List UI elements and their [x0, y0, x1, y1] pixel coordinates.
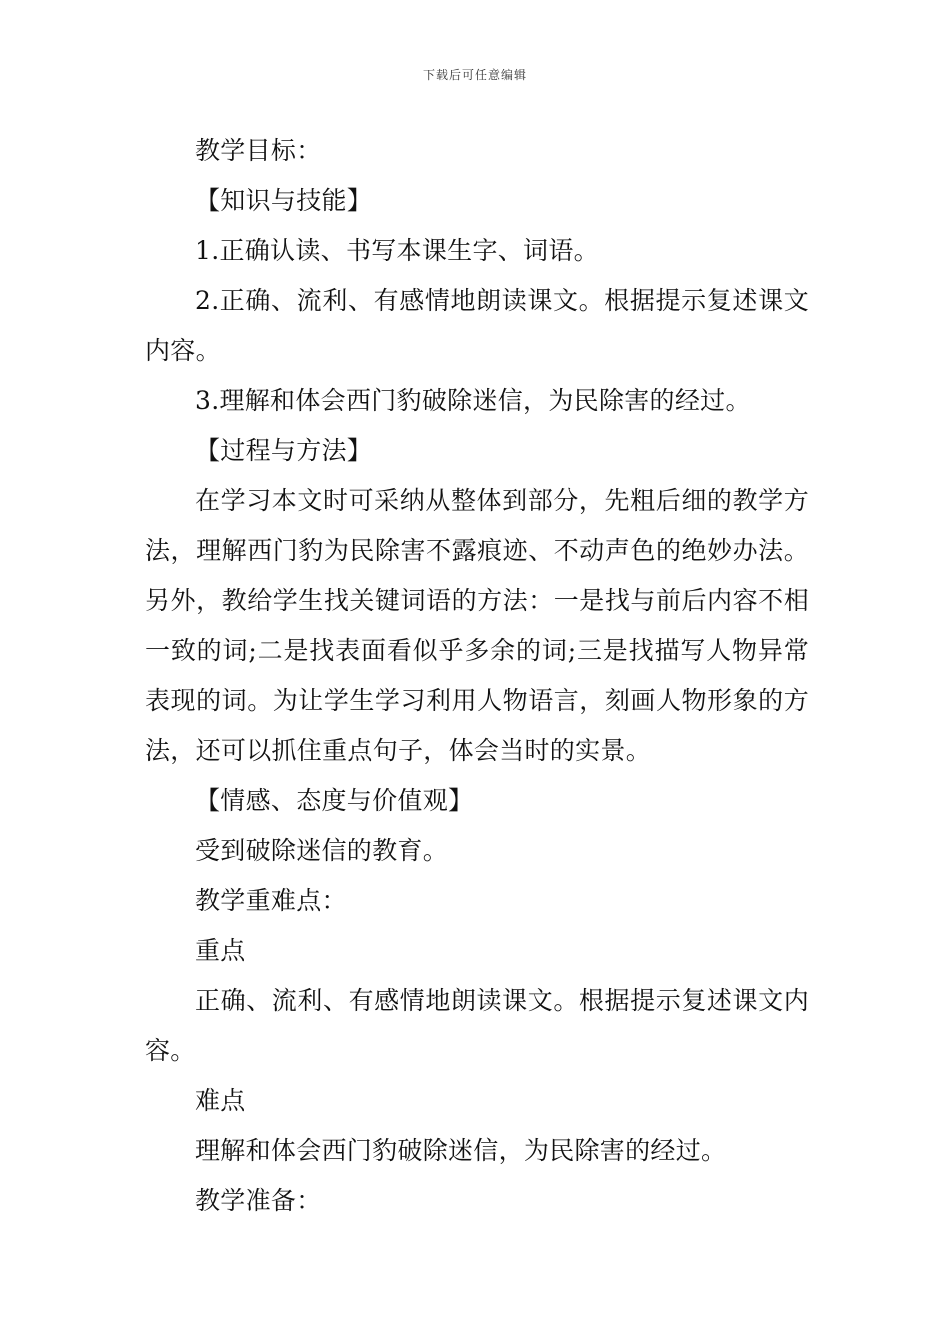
- objective-item-1: 1.正确认读、书写本课生字、词语。: [195, 236, 599, 265]
- document-body: [145, 126, 809, 1226]
- subsection-heading-key-point: 重点: [195, 936, 246, 965]
- objective-item-3: 3.理解和体会西门豹破除迷信，为民除害的经过。: [195, 386, 751, 415]
- subsection-heading-difficult-point: 难点: [195, 1086, 246, 1115]
- process-methods-paragraph: 在学习本文时可采纳从整体到部分，先粗后细的教学方法，理解西门豹为民除害不露痕迹、不动声色的绝妙办法。另外，教给学生找关键词语的方法：一是找与前后内容不相一致的词;二是找表面看似乎多余的词;三是找描写人物异常表现的词。为让学生学习利用人物语言，刻画人物形象的方法，还可以抓住重点句子，体会当时的实景。: [145, 486, 809, 765]
- subsection-heading-process-methods: 【过程与方法】: [195, 436, 373, 465]
- page-header-note: 下载后可任意编辑: [422, 68, 527, 82]
- objective-item-2: 2.正确、流利、有感情地朗读课文。根据提示复述课文内容。: [145, 286, 809, 365]
- key-point-paragraph: 正确、流利、有感情地朗读课文。根据提示复述课文内容。: [145, 986, 809, 1065]
- emotion-values-paragraph: 受到破除迷信的教育。: [195, 836, 449, 865]
- subsection-heading-emotion-values: 【情感、态度与价值观】: [195, 786, 474, 815]
- section-heading-preparation: 教学准备：: [195, 1186, 322, 1215]
- section-heading-key-difficult-points: 教学重难点：: [195, 886, 347, 915]
- difficult-point-paragraph: 理解和体会西门豹破除迷信，为民除害的经过。: [195, 1136, 727, 1165]
- section-heading-objectives: 教学目标：: [195, 136, 322, 165]
- subsection-heading-knowledge-skills: 【知识与技能】: [195, 186, 373, 215]
